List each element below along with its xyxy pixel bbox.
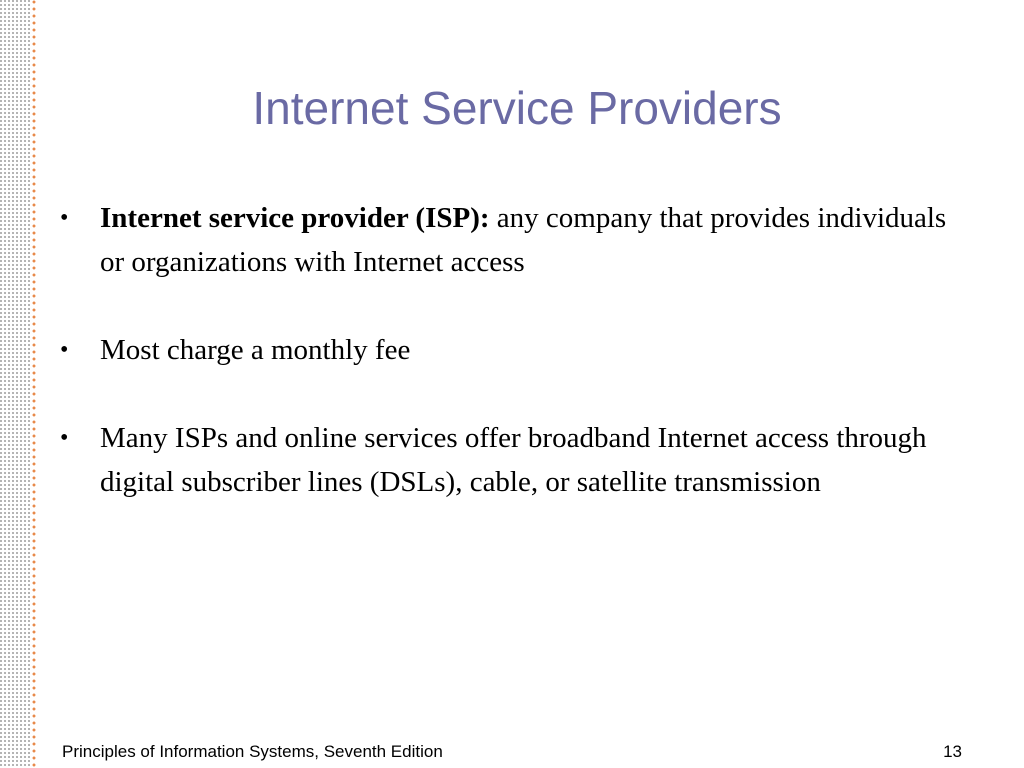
bullet-text: Most charge a monthly fee [100, 334, 411, 366]
bullet-icon: • [60, 337, 69, 363]
bullet-item-isp-definition [60, 196, 960, 284]
bullet-icon: • [60, 425, 69, 451]
bullet-item-broadband [60, 416, 960, 504]
bullet-term: Internet service provider (ISP): [100, 202, 490, 234]
side-orange-dotted-line [32, 0, 36, 768]
footer-book-title: Principles of Information Systems, Seventh Edition [62, 742, 443, 761]
side-dot-pattern [0, 0, 32, 768]
slide-title: Internet Service Providers [252, 82, 782, 134]
bullet-icon: • [60, 205, 69, 231]
footer-page-number: 13 [943, 742, 962, 761]
bullet-item-monthly-fee [60, 328, 960, 372]
bullet-text: Many ISPs and online services offer broadband Internet access through digital subscriber lines (DSLs), cable, or satellite transmission [100, 422, 927, 498]
bullet-list [60, 196, 960, 548]
bullet-text: any company that provides individuals or organizations with Internet access [100, 202, 947, 278]
